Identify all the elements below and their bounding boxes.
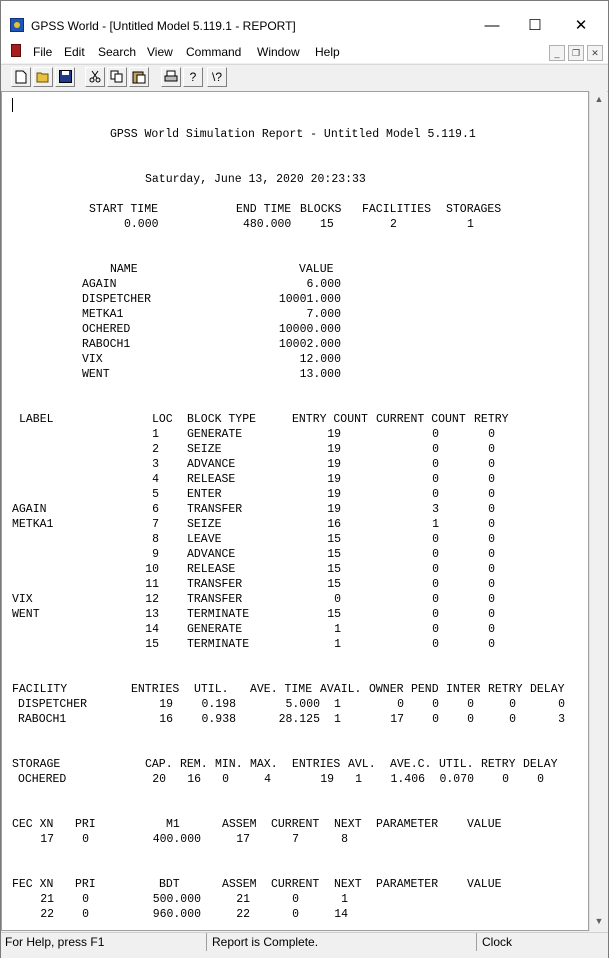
scissors-icon	[89, 70, 101, 83]
fec-header-assem: ASSEM	[222, 878, 257, 891]
fec-cell: 21	[40, 893, 54, 906]
blocks-cell: TRANSFER	[187, 593, 243, 606]
blocks-cell: 11	[145, 578, 159, 591]
blocks-cell: 4	[152, 473, 159, 486]
summary-blocks: 15	[320, 218, 334, 231]
fec-cell: 21	[236, 893, 250, 906]
storage-header-storage: STORAGE	[12, 758, 61, 771]
report-text-area[interactable]	[1, 91, 589, 931]
storage-header-rem: REM.	[180, 758, 208, 771]
blocks-cell: 0	[488, 443, 495, 456]
window-title: GPSS World - [Untitled Model 5.119.1 - REPORT]	[31, 19, 296, 33]
blocks-header-block-type: BLOCK TYPE	[187, 413, 257, 426]
blocks-cell: ADVANCE	[187, 548, 236, 561]
facility-header-util: UTIL.	[194, 683, 229, 696]
fec-cell: 22	[40, 908, 54, 921]
open-file-button[interactable]	[33, 67, 53, 87]
facilities-cell: 0	[397, 698, 404, 711]
names-cell: OCHERED	[82, 323, 131, 336]
blocks-cell: 0	[488, 608, 495, 621]
summary-start-time: 0.000	[124, 218, 159, 231]
copy-icon	[110, 70, 124, 83]
mdi-restore-button[interactable]: ❐	[568, 45, 584, 61]
blocks-cell: LEAVE	[187, 533, 222, 546]
blocks-cell: 19	[327, 488, 341, 501]
names-cell: 10002.000	[278, 338, 341, 351]
storages-cell: 0.070	[439, 773, 474, 786]
blocks-cell: 0	[432, 488, 439, 501]
storage-header-min: MIN.	[215, 758, 243, 771]
printer-icon	[164, 70, 178, 83]
names-cell: 7.000	[306, 308, 341, 321]
facilities-cell: 0	[432, 713, 439, 726]
blocks-header-retry: RETRY	[474, 413, 509, 426]
report-title: GPSS World Simulation Report - Untitled Model 5.119.1	[110, 128, 476, 141]
fec-header-value: VALUE	[467, 878, 502, 891]
facilities-cell: 3	[558, 713, 565, 726]
scroll-up-arrow-icon[interactable]: ▲	[594, 94, 604, 104]
blocks-cell: 19	[327, 443, 341, 456]
save-icon	[59, 70, 72, 83]
blocks-cell: RELEASE	[187, 563, 236, 576]
blocks-cell: 0	[432, 593, 439, 606]
blocks-cell: ENTER	[187, 488, 222, 501]
summary-header-end-time: END TIME	[236, 203, 292, 216]
facilities-cell: 0	[467, 698, 474, 711]
cec-cell: 7	[292, 833, 299, 846]
status-message: Report is Complete.	[212, 935, 319, 949]
blocks-cell: 9	[152, 548, 159, 561]
facility-header-inter: INTER	[446, 683, 481, 696]
blocks-cell: 0	[488, 458, 495, 471]
names-header-name: NAME	[110, 263, 138, 276]
facilities-cell: 1	[334, 713, 341, 726]
mdi-minimize-button[interactable]: _	[549, 45, 565, 61]
storage-header-util: UTIL.	[439, 758, 474, 771]
summary-facilities: 2	[390, 218, 397, 231]
names-cell: 10001.000	[278, 293, 341, 306]
paste-button[interactable]	[129, 67, 149, 87]
cec-header-assem: ASSEM	[222, 818, 257, 831]
facility-header-owner: OWNER	[369, 683, 404, 696]
blocks-cell: 15	[327, 608, 341, 621]
blocks-cell: 0	[432, 473, 439, 486]
cec-header-value: VALUE	[467, 818, 502, 831]
clipboard-icon	[132, 70, 146, 84]
blocks-cell: 1	[334, 623, 341, 636]
blocks-cell: 0	[488, 533, 495, 546]
facilities-cell: 0	[467, 713, 474, 726]
blocks-cell: 0	[432, 458, 439, 471]
cec-cell: 0	[82, 833, 89, 846]
gpss-app-icon[interactable]	[10, 18, 24, 32]
blocks-cell: 15	[145, 638, 159, 651]
storages-cell: 0	[502, 773, 509, 786]
blocks-cell: 3	[152, 458, 159, 471]
summary-storages: 1	[467, 218, 474, 231]
blocks-cell: 8	[152, 533, 159, 546]
facilities-cell: 28.125	[278, 713, 320, 726]
blocks-cell: 0	[432, 563, 439, 576]
facilities-cell: 0.198	[201, 698, 236, 711]
blocks-cell: RELEASE	[187, 473, 236, 486]
blocks-cell: GENERATE	[187, 428, 243, 441]
print-button[interactable]	[161, 67, 181, 87]
facilities-cell: 16	[159, 713, 173, 726]
blocks-cell: 0	[432, 608, 439, 621]
blocks-cell: 0	[488, 623, 495, 636]
summary-header-facilities: FACILITIES	[362, 203, 432, 216]
summary-end-time: 480.000	[243, 218, 292, 231]
blocks-cell: METKA1	[12, 518, 54, 531]
names-cell: RABOCH1	[82, 338, 131, 351]
names-cell: 12.000	[299, 353, 341, 366]
cec-cell: 8	[341, 833, 348, 846]
summary-header-storages: STORAGES	[446, 203, 502, 216]
blocks-cell: 0	[488, 593, 495, 606]
storage-header-avl: AVL.	[348, 758, 376, 771]
blocks-cell: 16	[327, 518, 341, 531]
fec-header-parameter: PARAMETER	[376, 878, 439, 891]
storages-cell: OCHERED	[18, 773, 67, 786]
names-cell: 10000.000	[278, 323, 341, 336]
status-clock: Clock	[482, 935, 513, 949]
menu-bar	[1, 41, 608, 63]
facilities-cell: 0	[432, 698, 439, 711]
blocks-cell: 12	[145, 593, 159, 606]
facility-header-facility: FACILITY	[12, 683, 68, 696]
blocks-cell: AGAIN	[12, 503, 47, 516]
fec-cell: 0	[82, 893, 89, 906]
facility-header-pend: PEND	[411, 683, 439, 696]
blocks-cell: GENERATE	[187, 623, 243, 636]
context-help-button[interactable]: \?	[207, 67, 227, 87]
blocks-cell: 0	[432, 623, 439, 636]
fec-cell: 22	[236, 908, 250, 921]
help-button[interactable]: ?	[183, 67, 203, 87]
storages-cell: 16	[187, 773, 201, 786]
blocks-cell: 0	[488, 488, 495, 501]
blocks-cell: 0	[488, 638, 495, 651]
blocks-cell: 19	[327, 473, 341, 486]
fec-header-xn: FEC XN	[12, 878, 54, 891]
summary-header-blocks: BLOCKS	[300, 203, 342, 216]
names-cell: 6.000	[306, 278, 341, 291]
facilities-cell: 5.000	[285, 698, 320, 711]
blocks-cell: TERMINATE	[187, 638, 250, 651]
text-caret	[12, 98, 13, 112]
new-file-button[interactable]	[11, 67, 31, 87]
blocks-cell: 13	[145, 608, 159, 621]
cec-cell: 400.000	[152, 833, 201, 846]
cec-header-current: CURRENT	[271, 818, 320, 831]
blocks-cell: 0	[488, 503, 495, 516]
document-icon[interactable]	[11, 44, 21, 57]
blocks-cell: 10	[145, 563, 159, 576]
facility-header-ave-time: AVE. TIME	[250, 683, 313, 696]
blocks-cell: 0	[488, 578, 495, 591]
blocks-header-label: LABEL	[19, 413, 54, 426]
blocks-cell: 2	[152, 443, 159, 456]
menu-edit[interactable]: Edit	[64, 45, 85, 59]
facilities-cell: DISPETCHER	[18, 698, 88, 711]
storages-cell: 1	[355, 773, 362, 786]
blocks-cell: 3	[432, 503, 439, 516]
mdi-close-button[interactable]: ✕	[587, 45, 603, 61]
blocks-cell: 5	[152, 488, 159, 501]
close-button[interactable]: ✕	[574, 17, 588, 34]
blocks-cell: 0	[334, 593, 341, 606]
minimize-button[interactable]: —	[484, 17, 500, 34]
storage-header-retry: RETRY	[481, 758, 516, 771]
storages-cell: 20	[152, 773, 166, 786]
facilities-cell: 19	[159, 698, 173, 711]
copy-button[interactable]	[107, 67, 127, 87]
fec-cell: 0	[292, 893, 299, 906]
blocks-cell: 0	[432, 578, 439, 591]
cec-cell: 17	[236, 833, 250, 846]
cec-header-m1: M1	[166, 818, 180, 831]
facilities-cell: 0	[509, 713, 516, 726]
fec-header-pri: PRI	[75, 878, 96, 891]
cec-header-next: NEXT	[334, 818, 362, 831]
report-date: Saturday, June 13, 2020 20:23:33	[145, 173, 366, 186]
storages-cell: 1.406	[390, 773, 425, 786]
storage-header-delay: DELAY	[523, 758, 558, 771]
names-cell: METKA1	[82, 308, 124, 321]
blocks-cell: 1	[334, 638, 341, 651]
fec-cell: 1	[341, 893, 348, 906]
blocks-cell: VIX	[12, 593, 33, 606]
fec-cell: 14	[334, 908, 348, 921]
storage-header-max: MAX.	[250, 758, 278, 771]
blocks-cell: 1	[152, 428, 159, 441]
storage-header-entries: ENTRIES	[292, 758, 341, 771]
cut-button[interactable]	[85, 67, 105, 87]
status-separator	[206, 933, 207, 951]
blocks-cell: 0	[488, 563, 495, 576]
blocks-cell: 0	[432, 428, 439, 441]
blocks-cell: 15	[327, 563, 341, 576]
blocks-header-entry-count: ENTRY COUNT	[292, 413, 368, 426]
names-cell: WENT	[82, 368, 110, 381]
blocks-cell: 0	[432, 533, 439, 546]
save-button[interactable]	[55, 67, 75, 87]
menu-window[interactable]: Window	[257, 45, 300, 59]
blocks-cell: 15	[327, 548, 341, 561]
blocks-cell: 15	[327, 578, 341, 591]
fec-header-next: NEXT	[334, 878, 362, 891]
storages-cell: 4	[264, 773, 271, 786]
blocks-cell: 0	[432, 548, 439, 561]
fec-cell: 0	[292, 908, 299, 921]
cec-header-parameter: PARAMETER	[376, 818, 439, 831]
facilities-cell: 0	[509, 698, 516, 711]
fec-header-current: CURRENT	[271, 878, 320, 891]
menu-command[interactable]: Command	[186, 45, 242, 59]
blocks-cell: 0	[488, 473, 495, 486]
open-folder-icon	[36, 70, 50, 83]
scroll-down-arrow-icon[interactable]: ▼	[594, 916, 604, 926]
storage-header-cap: CAP.	[145, 758, 173, 771]
names-cell: VIX	[82, 353, 103, 366]
blocks-cell: 19	[327, 503, 341, 516]
blocks-cell: 0	[488, 548, 495, 561]
blocks-cell: 14	[145, 623, 159, 636]
summary-header-start-time: START TIME	[89, 203, 159, 216]
vertical-scrollbar[interactable]	[589, 91, 607, 931]
menu-file[interactable]: File	[33, 45, 53, 59]
storages-cell: 0	[222, 773, 229, 786]
names-cell: AGAIN	[82, 278, 117, 291]
names-header-value: VALUE	[299, 263, 334, 276]
storages-cell: 0	[537, 773, 544, 786]
blocks-cell: 0	[432, 443, 439, 456]
blocks-cell: SEIZE	[187, 518, 222, 531]
menu-search[interactable]: Search	[98, 45, 137, 59]
blocks-cell: 6	[152, 503, 159, 516]
blocks-cell: 7	[152, 518, 159, 531]
fec-cell: 960.000	[152, 908, 201, 921]
names-cell: 13.000	[299, 368, 341, 381]
storages-cell: 19	[320, 773, 334, 786]
facilities-cell: RABOCH1	[18, 713, 67, 726]
blocks-cell: 0	[432, 638, 439, 651]
blocks-cell: WENT	[12, 608, 40, 621]
status-separator	[476, 933, 477, 951]
menu-view[interactable]: View	[147, 45, 173, 59]
status-help-text: For Help, press F1	[5, 935, 105, 949]
blocks-cell: SEIZE	[187, 443, 222, 456]
blocks-header-loc: LOC	[152, 413, 173, 426]
storage-header-avec: AVE.C.	[390, 758, 432, 771]
new-file-icon	[15, 70, 27, 84]
blocks-cell: 19	[327, 458, 341, 471]
blocks-header-current-count: CURRENT COUNT	[376, 413, 466, 426]
cec-header-xn: CEC XN	[12, 818, 54, 831]
fec-cell: 0	[82, 908, 89, 921]
blocks-cell: TERMINATE	[187, 608, 250, 621]
facility-header-avail: AVAIL.	[320, 683, 362, 696]
blocks-cell: 0	[488, 428, 495, 441]
facility-header-entries: ENTRIES	[131, 683, 180, 696]
cec-cell: 17	[40, 833, 54, 846]
fec-cell: 500.000	[152, 893, 201, 906]
facilities-cell: 17	[390, 713, 404, 726]
facility-header-retry: RETRY	[488, 683, 523, 696]
blocks-cell: 1	[432, 518, 439, 531]
fec-header-bdt: BDT	[159, 878, 180, 891]
blocks-cell: 0	[488, 518, 495, 531]
facilities-cell: 0	[558, 698, 565, 711]
blocks-cell: TRANSFER	[187, 578, 243, 591]
names-cell: DISPETCHER	[82, 293, 152, 306]
cec-header-pri: PRI	[75, 818, 96, 831]
menu-help[interactable]: Help	[315, 45, 340, 59]
blocks-cell: 19	[327, 428, 341, 441]
blocks-cell: ADVANCE	[187, 458, 236, 471]
facilities-cell: 1	[334, 698, 341, 711]
blocks-cell: 15	[327, 533, 341, 546]
facilities-cell: 0.938	[201, 713, 236, 726]
blocks-cell: TRANSFER	[187, 503, 243, 516]
maximize-button[interactable]: ☐	[528, 17, 542, 34]
facility-header-delay: DELAY	[530, 683, 565, 696]
